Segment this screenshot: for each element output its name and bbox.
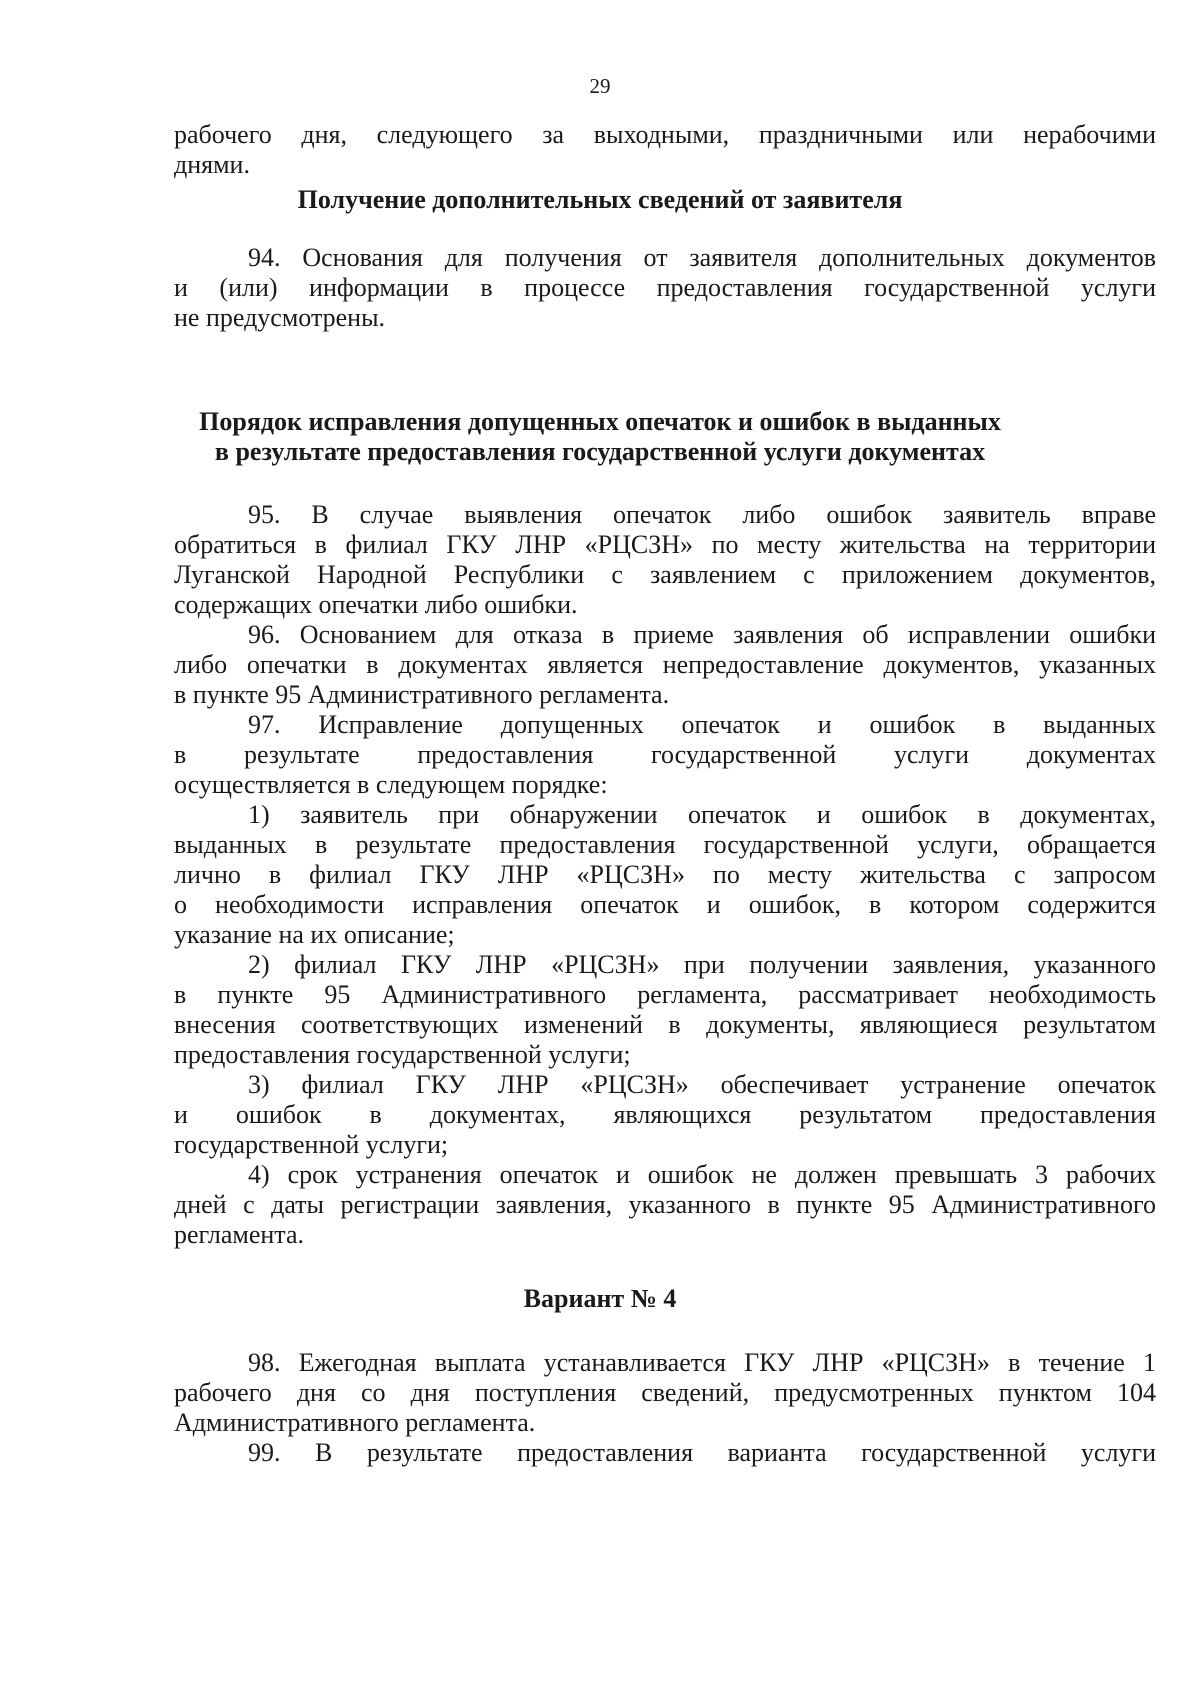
text-line: рабочего дня со дня поступления сведений, предусмотренных пунктом 104 xyxy=(174,1378,1156,1407)
text-line: предоставления государственной услуги; xyxy=(174,1040,631,1069)
list-item-4-start: 4) срок устранения опечаток и ошибок не должен превышать 3 рабочих xyxy=(248,1160,1156,1189)
section-heading: в результате предоставления государственной услуги документах xyxy=(214,437,986,466)
paragraph-97-start: 97. Исправление допущенных опечаток и ошибок в выданных xyxy=(248,710,1156,739)
text-line: и (или) информации в процессе предоставления государственной услуги xyxy=(174,273,1156,302)
text-line: в пункте 95 Административного регламента, рассматривает необходимость xyxy=(174,980,1156,1009)
list-item-3-start: 3) филиал ГКУ ЛНР «РЦСЗН» обеспечивает устранение опечаток xyxy=(248,1070,1156,1099)
paragraph-95-start: 95. В случае выявления опечаток либо ошибок заявитель вправе xyxy=(248,500,1156,529)
text-line: обратиться в филиал ГКУ ЛНР «РЦСЗН» по месту жительства на территории xyxy=(174,530,1156,559)
text-line: внесения соответствующих изменений в документы, являющиеся результатом xyxy=(174,1010,1156,1039)
paragraph-98-start: 98. Ежегодная выплата устанавливается ГКУ ЛНР «РЦСЗН» в течение 1 xyxy=(248,1348,1156,1377)
text-line: государственной услуги; xyxy=(174,1130,449,1159)
text-line: и ошибок в документах, являющихся результатом предоставления xyxy=(174,1100,1156,1129)
text-line: осуществляется в следующем порядке: xyxy=(174,770,608,799)
text-line: в пункте 95 Административного регламента. xyxy=(174,680,670,709)
text-line: в результате предоставления государственной услуги документах xyxy=(174,740,1156,769)
text-line: Луганской Народной Республики с заявлением с приложением документов, xyxy=(174,560,1156,589)
text-line: либо опечатки в документах является непредоставление документов, указанных xyxy=(174,650,1156,679)
text-line: Административного регламента. xyxy=(174,1408,536,1437)
text-line: не предусмотрены. xyxy=(174,303,386,332)
paragraph-94-start: 94. Основания для получения от заявителя дополнительных документов xyxy=(248,243,1156,272)
section-heading: Получение дополнительных сведений от заявителя xyxy=(297,185,903,214)
list-item-2-start: 2) филиал ГКУ ЛНР «РЦСЗН» при получении заявления, указанного xyxy=(248,950,1156,979)
text-line: лично в филиал ГКУ ЛНР «РЦСЗН» по месту жительства с запросом xyxy=(174,860,1156,889)
text-line: выданных в результате предоставления государственной услуги, обращается xyxy=(174,830,1156,859)
paragraph-96-start: 96. Основанием для отказа в приеме заявления об исправлении ошибки xyxy=(248,620,1156,649)
text-line: регламента. xyxy=(174,1220,305,1249)
text-line: о необходимости исправления опечаток и ошибок, в котором содержится xyxy=(174,890,1156,919)
list-item-1-start: 1) заявитель при обнаружении опечаток и ошибок в документах, xyxy=(248,800,1156,829)
text-line: указание на их описание; xyxy=(174,920,455,949)
text-line: дней с даты регистрации заявления, указанного в пункте 95 Административного xyxy=(174,1190,1156,1219)
variant-heading: Вариант № 4 xyxy=(523,1284,677,1313)
text-line: рабочего дня, следующего за выходными, праздничными или нерабочими xyxy=(174,120,1156,149)
paragraph-99-start: 99. В результате предоставления варианта государственной услуги xyxy=(248,1438,1156,1467)
text-line: днями. xyxy=(174,150,250,179)
page-number: 29 xyxy=(589,74,611,98)
text-line: содержащих опечатки либо ошибки. xyxy=(174,590,578,619)
section-heading: Порядок исправления допущенных опечаток и ошибок в выданных xyxy=(199,407,1001,436)
